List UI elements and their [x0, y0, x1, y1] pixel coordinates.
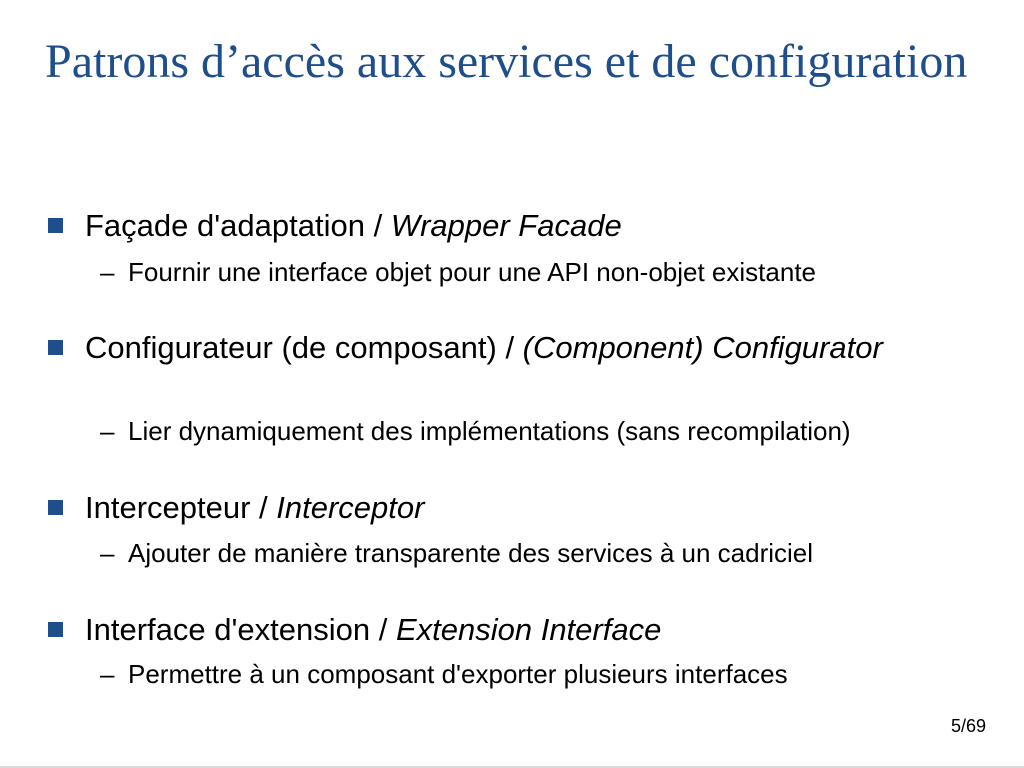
sub-bullet-interceptor [100, 537, 928, 569]
square-bullet-icon [48, 500, 63, 515]
square-bullet-icon [48, 622, 63, 637]
bullet-english-term: Interceptor [276, 490, 425, 525]
dash-bullet-icon: – [100, 257, 115, 287]
sub-bullet-text: Fournir une interface objet pour une API non-objet existante [128, 257, 816, 287]
dash-bullet-icon: – [100, 416, 115, 446]
square-bullet-icon [48, 218, 63, 233]
sub-bullet-text: Lier dynamiquement des implémentations (sans recompilation) [128, 416, 851, 446]
bullet-label: Interface d'extension / [85, 612, 396, 647]
dash-bullet-icon: – [100, 659, 115, 689]
bullet-label: Intercepteur / [85, 490, 277, 525]
square-bullet-icon [48, 340, 63, 355]
page-number: 5/69 [951, 716, 987, 736]
sub-bullet-component-configurator [100, 415, 928, 447]
bullet-label: Configurateur (de composant) / [85, 330, 523, 365]
bullet-item-component-configurator [85, 330, 965, 365]
slide-title: Patrons d’accès aux services et de configuration [45, 35, 968, 88]
bullet-item-extension-interface [85, 612, 965, 647]
bullet-english-term: (Component) Configurator [522, 330, 883, 365]
bullet-label: Façade d'adaptation / [85, 208, 391, 243]
sub-bullet-wrapper-facade [100, 256, 928, 288]
bullet-english-term: Extension Interface [395, 612, 662, 647]
bullet-item-interceptor [85, 490, 965, 525]
sub-bullet-extension-interface [100, 658, 928, 690]
bullet-english-term: Wrapper Facade [390, 208, 622, 243]
dash-bullet-icon: – [100, 538, 115, 568]
sub-bullet-text: Ajouter de manière transparente des services à un cadriciel [128, 538, 814, 568]
sub-bullet-text: Permettre à un composant d'exporter plusieurs interfaces [128, 659, 788, 689]
bullet-item-wrapper-facade [85, 208, 965, 243]
